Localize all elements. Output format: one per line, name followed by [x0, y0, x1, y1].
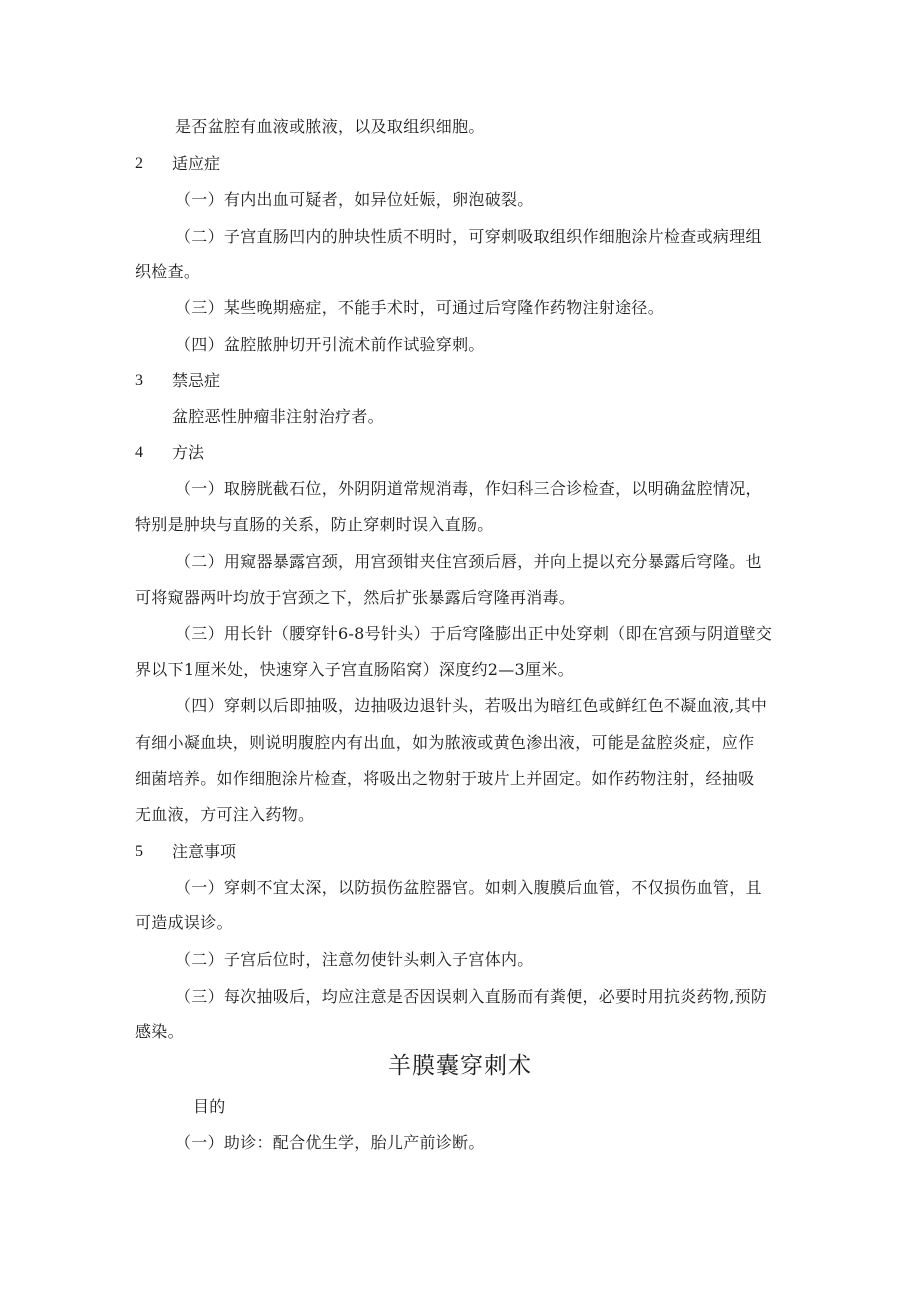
- paragraph-line: （一）穿刺不宜太深，以防损伤盆腔器官。如刺入腹膜后血管，不仅损伤血管，且: [175, 878, 762, 897]
- section-number: 5: [135, 843, 143, 860]
- paragraph-line: （三）某些晚期癌症，不能手术时，可通过后穹隆作药物注射途径。: [175, 298, 665, 317]
- paragraph-line: （三）每次抽吸后，均应注意是否因误刺入直肠而有粪便，必要时用抗炎药物,预防: [175, 987, 768, 1006]
- paragraph-line: 无血液，方可注入药物。: [135, 805, 315, 824]
- paragraph-line: 盆腔恶性肿瘤非注射治疗者。: [172, 407, 384, 426]
- paragraph-line: （三）用长针（腰穿针6-8号针头）于后穹隆膨出正中处穿刺（即在宫颈与阴道壁交: [175, 624, 773, 643]
- section-number: 3: [135, 372, 143, 389]
- paragraph-line: 界以下1厘米处，快速穿入子宫直肠陷窝）深度约2—3厘米。: [135, 660, 574, 679]
- section-number: 2: [135, 155, 143, 172]
- section-heading: 禁忌症: [172, 371, 221, 390]
- paragraph-line: （二）子宫直肠凹内的肿块性质不明时，可穿刺吸取组织作细胞涂片检查或病理组: [175, 227, 762, 246]
- paragraph-line: 目的: [193, 1097, 226, 1116]
- section-heading: 注意事项: [172, 842, 237, 861]
- paragraph-line: 可造成误诊。: [135, 913, 233, 932]
- paragraph-line: 是否盆腔有血液或脓液，以及取组织细胞。: [175, 117, 485, 136]
- section-number: 4: [135, 444, 143, 461]
- paragraph-line: （一）助诊：配合优生学，胎儿产前诊断。: [175, 1133, 485, 1152]
- paragraph-line: 可将窥器两叶均放于宫颈之下，然后扩张暴露后穹隆再消毒。: [135, 588, 576, 607]
- paragraph-line: （一）取膀胱截石位，外阴阴道常规消毒，作妇科三合诊检查，以明确盆腔情况，: [175, 479, 762, 498]
- paragraph-line: （四）盆腔脓肿切开引流术前作试验穿刺。: [175, 335, 485, 354]
- paragraph-line: （二）用窥器暴露宫颈，用宫颈钳夹住宫颈后唇，并向上提以充分暴露后穹隆。也: [175, 552, 762, 571]
- section-heading: 方法: [172, 443, 205, 462]
- paragraph-line: 特别是肿块与直肠的关系，防止穿刺时误入直肠。: [135, 515, 494, 534]
- paragraph-line: 织检查。: [135, 262, 201, 281]
- paragraph-line: （四）穿刺以后即抽吸，边抽吸边退针头，若吸出为暗红色或鲜红色不凝血液,其中: [175, 696, 768, 715]
- paragraph-line: 有细小凝血块，则说明腹腔内有出血，如为脓液或黄色渗出液，可能是盆腔炎症，应作: [135, 733, 755, 752]
- section-heading: 适应症: [172, 154, 221, 173]
- paragraph-line: 感染。: [135, 1022, 184, 1041]
- paragraph-line: （二）子宫后位时，注意勿使针头刺入子宫体内。: [175, 950, 534, 969]
- paragraph-line: （一）有内出血可疑者，如异位妊娠，卵泡破裂。: [175, 190, 534, 209]
- paragraph-line: 细菌培养。如作细胞涂片检查，将吸出之物射于玻片上并固定。如作药物注射，经抽吸: [135, 769, 755, 788]
- section-title: 羊膜囊穿刺术: [388, 1053, 532, 1079]
